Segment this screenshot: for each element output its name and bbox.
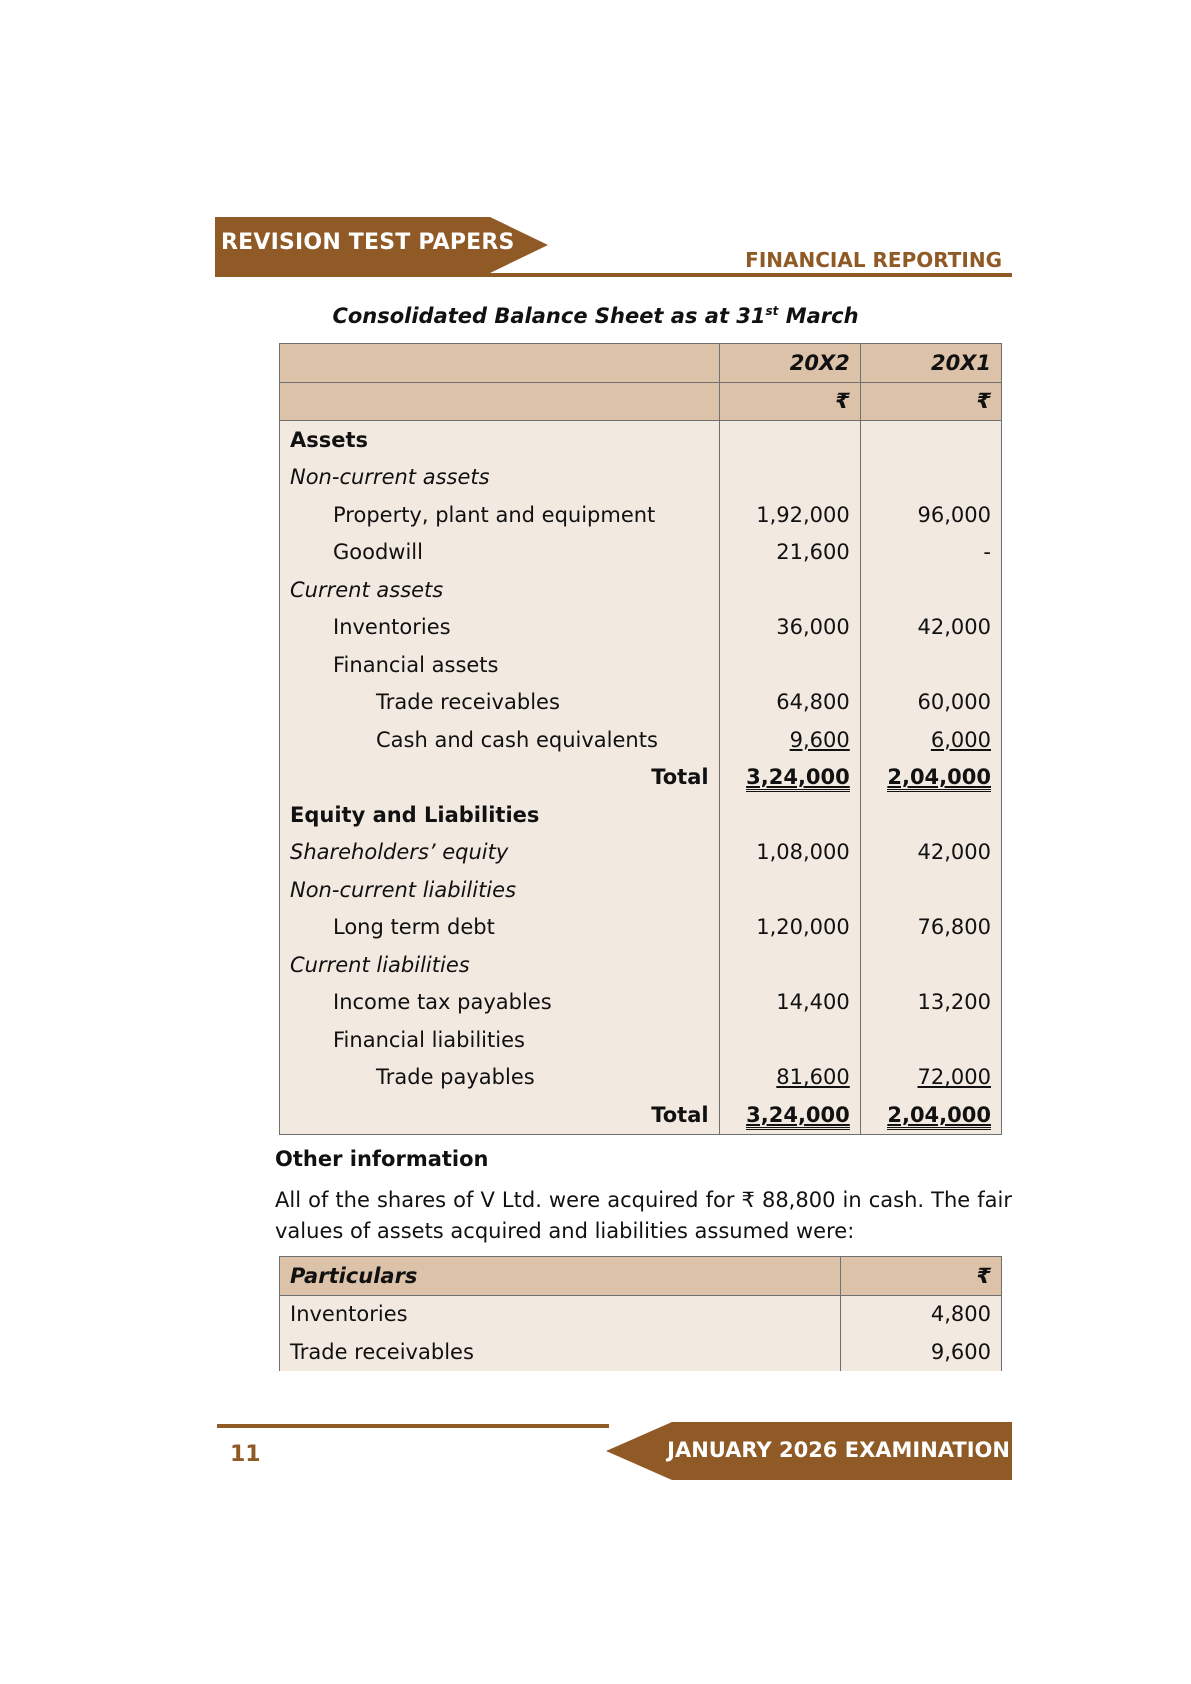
value-20x1: - xyxy=(860,534,1001,572)
row-label: Financial assets xyxy=(280,646,720,684)
value-20x1: 60,000 xyxy=(860,684,1001,722)
row-label: Financial liabilities xyxy=(280,1021,720,1059)
value-20x2 xyxy=(719,946,860,984)
total-label: Total xyxy=(280,759,720,797)
table-header-row xyxy=(280,344,1002,383)
value-20x1 xyxy=(860,421,1001,459)
value-20x1: 13,200 xyxy=(860,984,1001,1022)
table-row xyxy=(280,909,1002,947)
other-information-heading: Other information xyxy=(275,1147,489,1171)
table-row xyxy=(280,421,1002,459)
value-20x1 xyxy=(860,459,1001,497)
total-20x2: 3,24,000 xyxy=(746,765,850,792)
table-row xyxy=(280,684,1002,722)
value-20x2 xyxy=(719,1021,860,1059)
value-20x2 xyxy=(719,421,860,459)
row-label: Long term debt xyxy=(280,909,720,947)
footer-rule xyxy=(217,1424,609,1428)
table-row xyxy=(280,571,1002,609)
row-label: Current liabilities xyxy=(280,946,720,984)
value-20x2 xyxy=(719,459,860,497)
row-value: 4,800 xyxy=(841,1295,1002,1333)
value-20x2 xyxy=(719,646,860,684)
table-row xyxy=(280,984,1002,1022)
header-currency: ₹ xyxy=(841,1257,1002,1296)
value-20x2: 1,20,000 xyxy=(719,909,860,947)
total-20x2: 3,24,000 xyxy=(746,1103,850,1130)
value-20x1 xyxy=(860,1021,1001,1059)
header-left-title: REVISION TEST PAPERS xyxy=(221,230,515,255)
value-20x2 xyxy=(719,796,860,834)
table-row xyxy=(280,946,1002,984)
row-label: Shareholders’ equity xyxy=(280,834,720,872)
row-label: Trade receivables xyxy=(280,1333,841,1371)
value-20x1: 76,800 xyxy=(860,909,1001,947)
header-right-title: FINANCIAL REPORTING xyxy=(745,248,1002,272)
table-row xyxy=(280,1059,1002,1097)
other-information-paragraph: All of the shares of V Ltd. were acquired for ₹ 88,800 in cash. The fair values of assets acquired and liabilities assumed were: xyxy=(275,1188,1012,1243)
value-20x1: 6,000 xyxy=(930,727,991,752)
table-row xyxy=(280,1295,1002,1333)
header-tab xyxy=(215,217,548,273)
header-year-20x1: 20X1 xyxy=(860,344,1001,383)
title-main: Consolidated Balance Sheet as at 31 xyxy=(332,304,766,328)
table-row-total xyxy=(280,1096,1002,1134)
row-label: Cash and cash equivalents xyxy=(280,721,720,759)
balance-sheet-title xyxy=(0,304,1191,328)
table-row-total xyxy=(280,759,1002,797)
table-row xyxy=(280,871,1002,909)
row-value: 9,600 xyxy=(841,1333,1002,1371)
value-20x2 xyxy=(719,871,860,909)
row-label: Goodwill xyxy=(280,534,720,572)
header-blank xyxy=(280,344,720,383)
currency-symbol: ₹ xyxy=(860,382,1001,421)
footer-tab xyxy=(606,1422,1012,1480)
value-20x2: 81,600 xyxy=(776,1065,850,1090)
value-20x2: 36,000 xyxy=(719,609,860,647)
total-20x1: 2,04,000 xyxy=(887,765,991,792)
value-20x1 xyxy=(860,796,1001,834)
header-particulars: Particulars xyxy=(280,1257,841,1296)
header-rule xyxy=(215,273,1012,277)
table-row xyxy=(280,796,1002,834)
table-row xyxy=(280,1333,1002,1371)
table-row xyxy=(280,459,1002,497)
fair-value-table xyxy=(279,1256,1002,1371)
table-row xyxy=(280,834,1002,872)
value-20x1 xyxy=(860,571,1001,609)
value-20x1: 42,000 xyxy=(860,609,1001,647)
row-label: Property, plant and equipment xyxy=(280,496,720,534)
value-20x2: 1,92,000 xyxy=(719,496,860,534)
value-20x2 xyxy=(719,571,860,609)
row-label: Assets xyxy=(280,421,720,459)
header-year-20x2: 20X2 xyxy=(719,344,860,383)
row-label: Equity and Liabilities xyxy=(280,796,720,834)
row-label: Non-current liabilities xyxy=(280,871,720,909)
table-row xyxy=(280,1021,1002,1059)
row-label: Current assets xyxy=(280,571,720,609)
value-20x2: 14,400 xyxy=(719,984,860,1022)
value-20x2: 64,800 xyxy=(719,684,860,722)
row-label: Non-current assets xyxy=(280,459,720,497)
currency-blank xyxy=(280,382,720,421)
table-row xyxy=(280,609,1002,647)
value-20x2: 21,600 xyxy=(719,534,860,572)
value-20x1: 96,000 xyxy=(860,496,1001,534)
page-number: 11 xyxy=(230,1442,261,1467)
currency-symbol: ₹ xyxy=(719,382,860,421)
total-20x1: 2,04,000 xyxy=(887,1103,991,1130)
table-row xyxy=(280,534,1002,572)
value-20x1 xyxy=(860,871,1001,909)
table-currency-row xyxy=(280,382,1002,421)
title-sup: st xyxy=(765,304,779,318)
value-20x2: 9,600 xyxy=(789,727,850,752)
table-row xyxy=(280,496,1002,534)
balance-sheet-table xyxy=(279,343,1002,1135)
table-row xyxy=(280,721,1002,759)
value-20x1 xyxy=(860,646,1001,684)
row-label: Income tax payables xyxy=(280,984,720,1022)
row-label: Trade receivables xyxy=(280,684,720,722)
row-label: Inventories xyxy=(280,1295,841,1333)
table-row xyxy=(280,646,1002,684)
title-tail: March xyxy=(778,304,859,328)
value-20x2: 1,08,000 xyxy=(719,834,860,872)
row-label: Inventories xyxy=(280,609,720,647)
value-20x1: 72,000 xyxy=(917,1065,991,1090)
footer-exam-title: JANUARY 2026 EXAMINATION xyxy=(667,1438,1010,1462)
value-20x1: 42,000 xyxy=(860,834,1001,872)
table-header-row xyxy=(280,1257,1002,1296)
value-20x1 xyxy=(860,946,1001,984)
row-label: Trade payables xyxy=(280,1059,720,1097)
total-label: Total xyxy=(280,1096,720,1134)
